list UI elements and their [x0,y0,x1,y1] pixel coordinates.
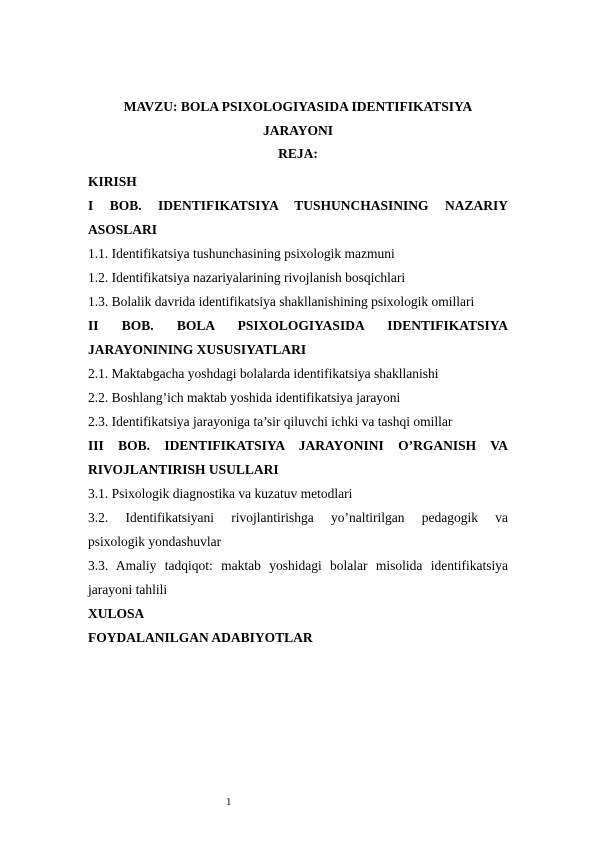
toc-line: 2.3. Identifikatsiya jarayoniga ta’sir qiluvchi ichki va tashqi omillar [88,414,453,429]
toc-line: KIRISH [88,174,137,189]
toc-line: jarayoni tahlili [88,582,168,597]
toc-line: JARAYONINING XUSUSIYATLARI [88,342,307,357]
toc-line: II BOB. BOLA PSIXOLOGIYASIDA IDENTIFIKATSIYA [88,318,508,333]
toc-line: 3.1. Psixologik diagnostika va kuzatuv metodlari [88,486,353,501]
toc-line: FOYDALANILGAN ADABIYOTLAR [88,630,313,645]
page-number: 1 [226,796,232,808]
table-of-contents [88,170,508,650]
document-title-line-2: JARAYONI [262,123,333,138]
toc-line: ASOSLARI [88,222,158,237]
toc-line: 3.3. Amaliy tadqiqot: maktab yoshidagi bolalar misolida identifikatsiya [88,558,508,573]
toc-line: 2.1. Maktabgacha yoshdagi bolalarda identifikatsiya shakllanishi [88,366,439,381]
toc-line: RIVOJLANTIRISH USULLARI [88,462,279,477]
toc-line: I BOB. IDENTIFIKATSIYA TUSHUNCHASINING NAZARIY [88,198,508,213]
document-title-line-1: MAVZU: BOLA PSIXOLOGIYASIDA IDENTIFIKATSIYA [123,99,473,114]
plan-heading: REJA: [278,146,318,161]
toc-line: III BOB. IDENTIFIKATSIYA JARAYONINI O’RGANISH VA [88,438,508,453]
toc-line: 1.3. Bolalik davrida identifikatsiya shakllanishining psixologik omillari [88,294,475,309]
toc-line: 3.2. Identifikatsiyani rivojlantirishga yo’naltirilgan pedagogik va [88,510,508,525]
toc-line: XULOSA [88,606,145,621]
toc-line: 1.1. Identifikatsiya tushunchasining psixologik mazmuni [88,246,395,261]
toc-line: 1.2. Identifikatsiya nazariyalarining rivojlanish bosqichlari [88,270,406,285]
toc-line: 2.2. Boshlang’ich maktab yoshida identifikatsiya jarayoni [88,390,401,405]
toc-line: psixologik yondashuvlar [88,534,222,549]
